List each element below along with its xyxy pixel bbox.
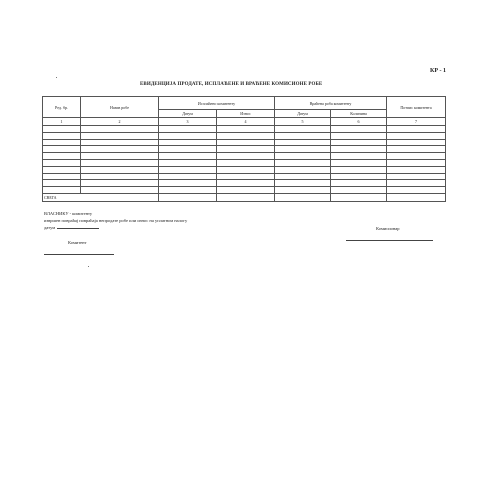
records-table [42, 96, 446, 202]
commissionaire-signature-line [346, 240, 433, 241]
table-row [43, 159, 446, 166]
table-row [43, 139, 446, 146]
consignor-label: Комитент [68, 240, 87, 245]
header-returned-goods: Враћена роба комитенту [275, 97, 387, 110]
subheader-amount: Износ [217, 110, 275, 118]
header-paid-to-consignor: Исплаћено комитенту [159, 97, 275, 110]
date-line [57, 228, 99, 229]
column-number-row [43, 118, 446, 126]
form-code: КР - 1 [429, 68, 446, 74]
table-row [43, 126, 446, 133]
date-field [44, 225, 99, 231]
total-row [43, 193, 446, 201]
header-row-number: Ред. бр. [43, 97, 81, 118]
scan-speck [56, 77, 57, 78]
header-consignor-signature: Потпис комитента [387, 97, 446, 118]
column-number: 6 [331, 118, 387, 126]
subheader-quantity: Количина [331, 110, 387, 118]
table-row [43, 180, 446, 187]
table-row [43, 132, 446, 139]
form-title: ЕВИДЕНЦИЈА ПРОДАТЕ, ИСПЛАЋЕНЕ И ВРАЋЕНЕ КОМИСИОНЕ РОБЕ [140, 82, 323, 87]
consignor-heading: ВЛАСНИКУ - комитенту [44, 211, 93, 216]
table-header-row [43, 97, 446, 110]
header-goods-name: Назив робе [81, 97, 159, 118]
column-number: 1 [43, 118, 81, 126]
table-row [43, 146, 446, 153]
consignor-signature-line [44, 254, 114, 255]
table-row [43, 166, 446, 173]
column-number: 2 [81, 118, 159, 126]
subheader-date-returned: Датум [275, 110, 331, 118]
return-note: извршен повраћај повраћаја непродате робе или износ на уплатном налогу [44, 218, 188, 223]
table-row [43, 173, 446, 180]
column-number: 5 [275, 118, 331, 126]
table-row [43, 187, 446, 194]
scan-speck [88, 266, 89, 267]
column-number: 7 [387, 118, 446, 126]
column-number: 3 [159, 118, 217, 126]
date-label: датум [44, 225, 56, 230]
table-row [43, 153, 446, 160]
column-number: 4 [217, 118, 275, 126]
subheader-date: Датум [159, 110, 217, 118]
commissionaire-label: Комисионар [376, 226, 400, 231]
total-label: СВЕГА [43, 193, 159, 201]
